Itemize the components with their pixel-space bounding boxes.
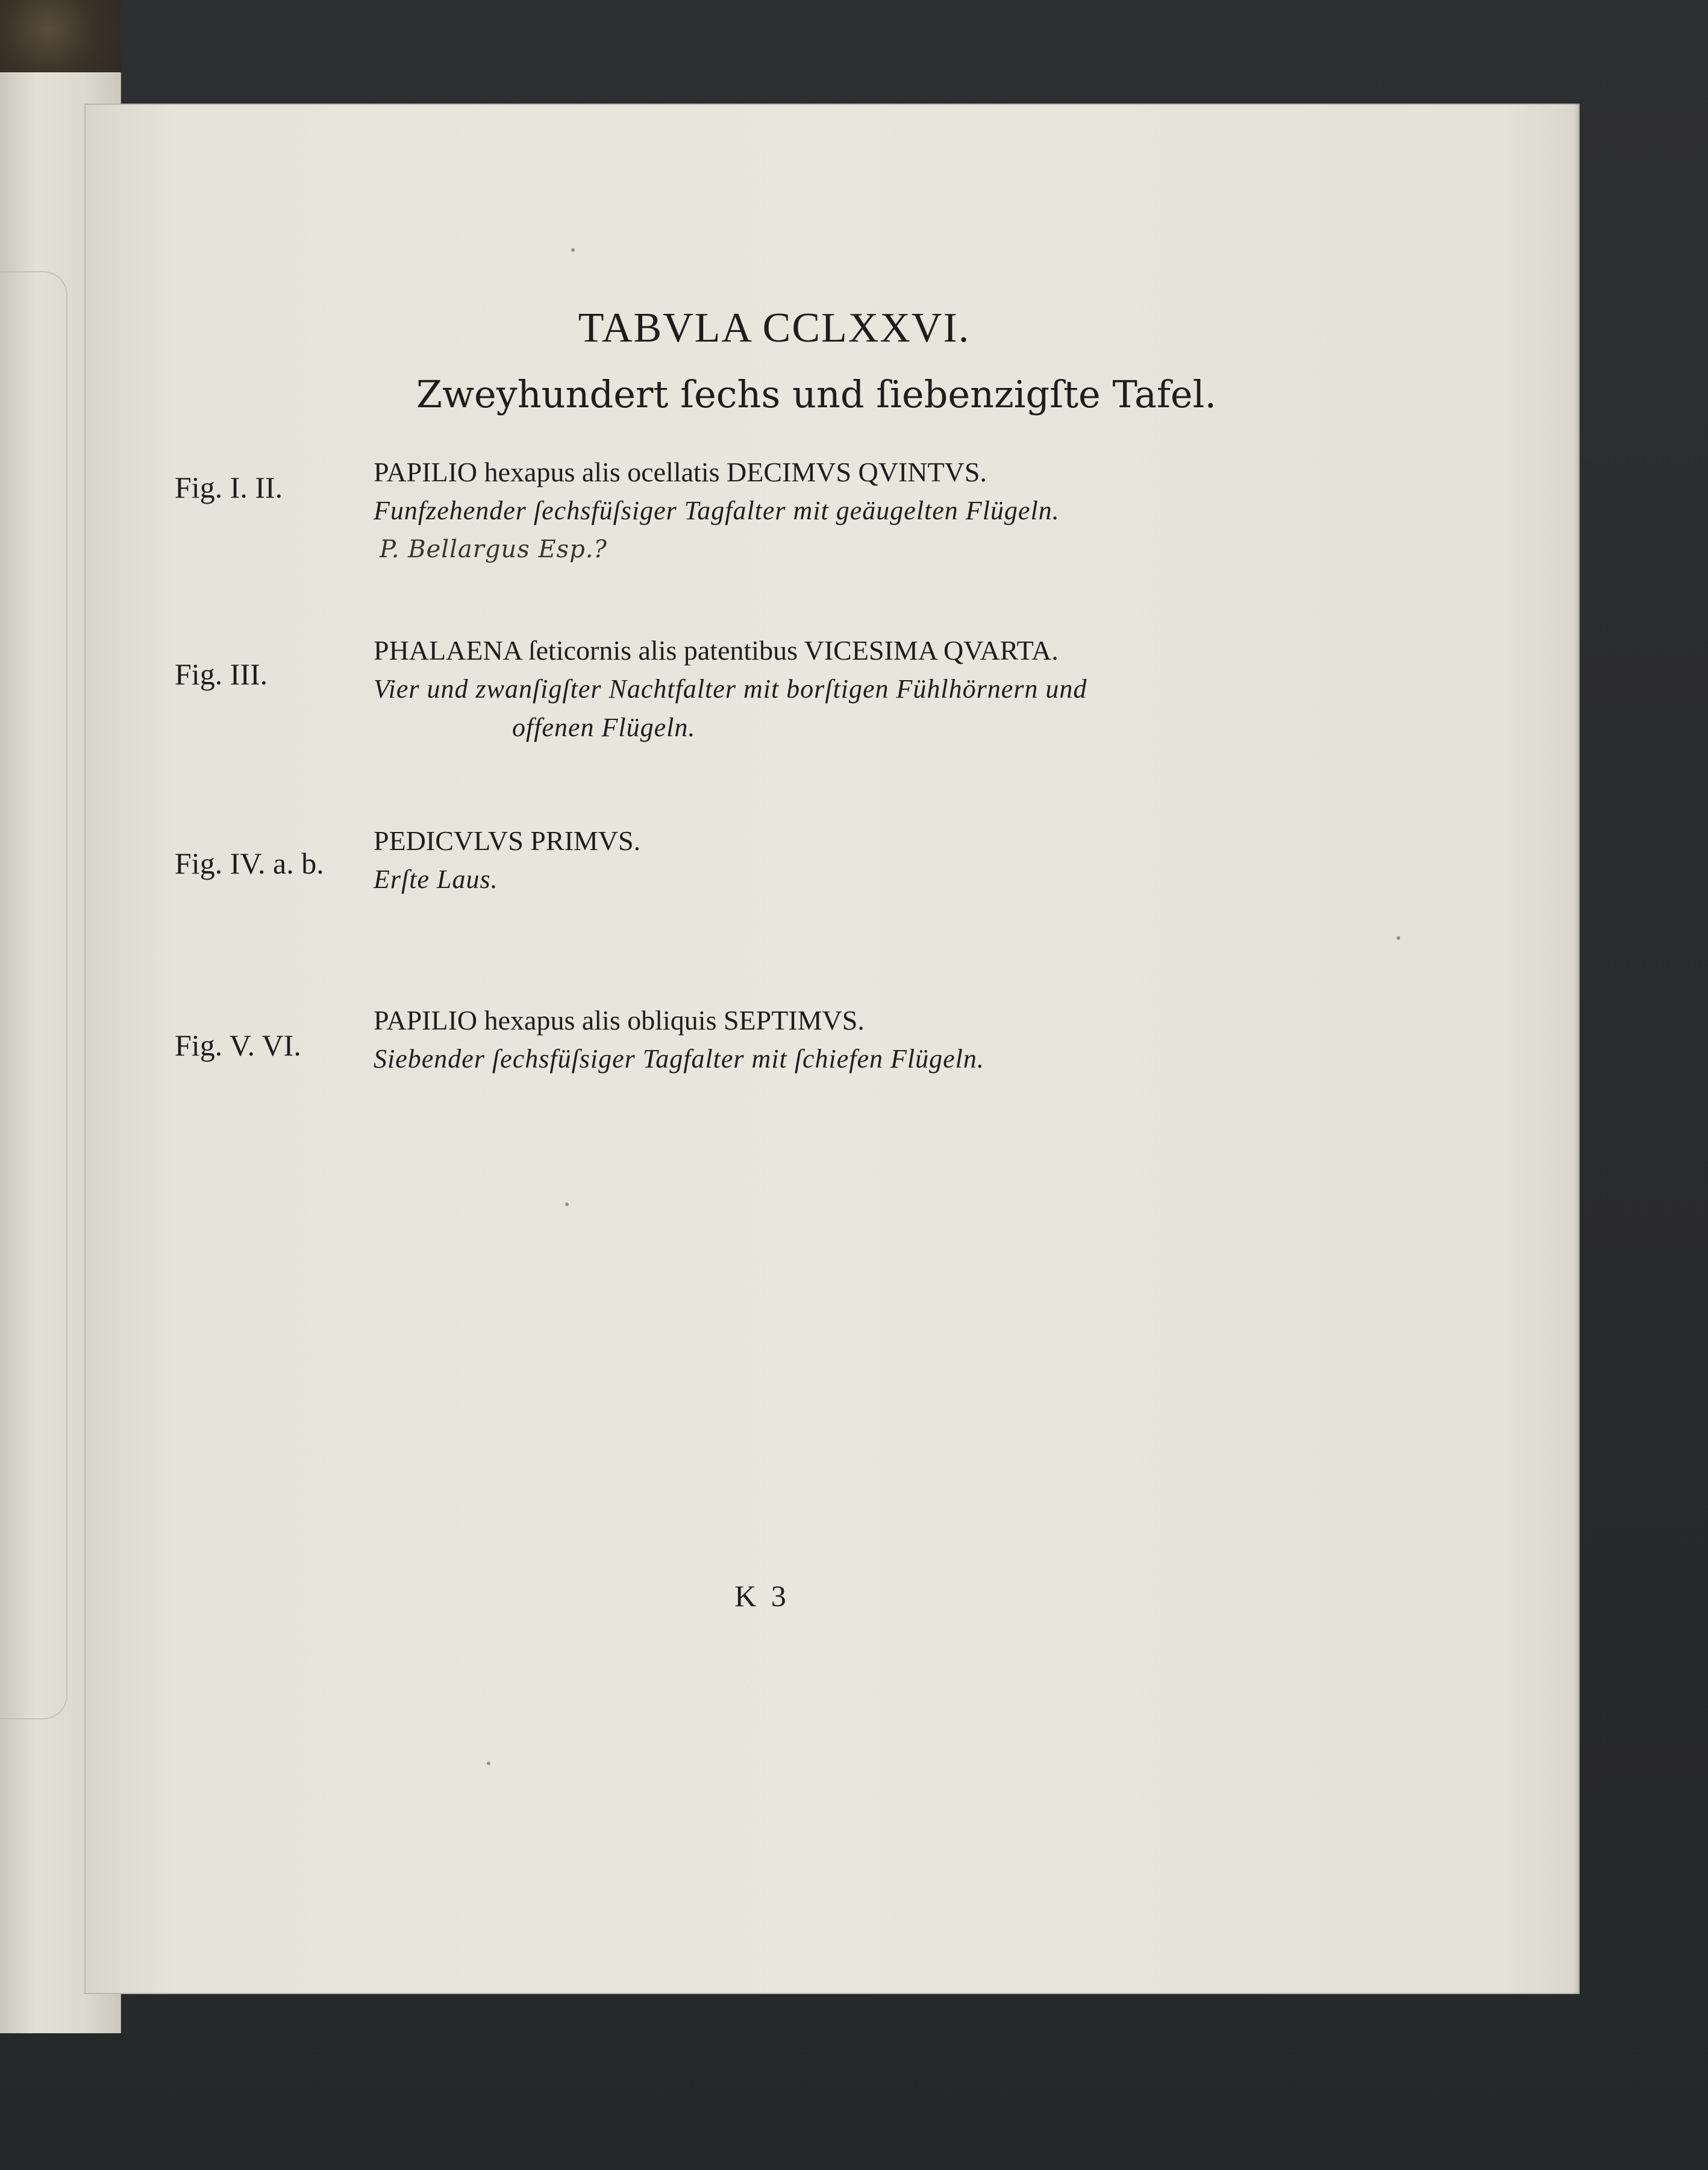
figure-label: Fig. III. (175, 657, 268, 691)
entry-line-latin: PHALAENA ſeticornis alis patentibus VICESIMA QVARTA. (374, 635, 1059, 666)
page-signature: K 3 (734, 1579, 790, 1613)
entry-line-german: Erſte Laus. (374, 865, 498, 894)
entry-line-german: Siebender ſechsfüſsiger Tagfalter mit ſchiefen Flügeln. (374, 1044, 984, 1074)
entry-line-german: Funfzehender ſechsfüſsiger Tagfalter mit geäugelten Flügeln. (374, 496, 1060, 525)
paper-speck (565, 1202, 569, 1206)
entry-line-latin: PAPILIO hexapus alis obliquis SEPTIMVS. (374, 1005, 865, 1036)
plate-title-german: Zweyhundert ſechs und ſiebenzigſte Tafel. (416, 372, 1217, 416)
entry-text (374, 1001, 1259, 1078)
entry-text (374, 631, 1259, 747)
plate-title-latin: TABVLA CCLXXVI. (578, 305, 971, 351)
handwritten-annotation: P. Bellargus Esp.? (380, 536, 607, 563)
entry-line-german: Vier und zwanſigſter Nachtfalter mit borſtigen Fühlhörnern und (374, 674, 1087, 704)
entry-line-latin: PEDICVLVS PRIMVS. (374, 825, 641, 856)
figure-label: Fig. I. II. (175, 471, 283, 504)
figure-label: Fig. V. VI. (175, 1028, 301, 1062)
paper-speck (571, 248, 575, 252)
entry-line-latin: PAPILIO hexapus alis ocellatis DECIMVS QVINTVS. (374, 457, 987, 487)
entry-text (374, 822, 1259, 899)
paper-speck (1397, 936, 1400, 940)
paper-speck (487, 1762, 490, 1765)
figure-label: Fig. IV. a. b. (175, 846, 324, 880)
entry-text (374, 453, 1259, 569)
entry-line-german-continued: offenen Flügeln. (512, 713, 696, 742)
